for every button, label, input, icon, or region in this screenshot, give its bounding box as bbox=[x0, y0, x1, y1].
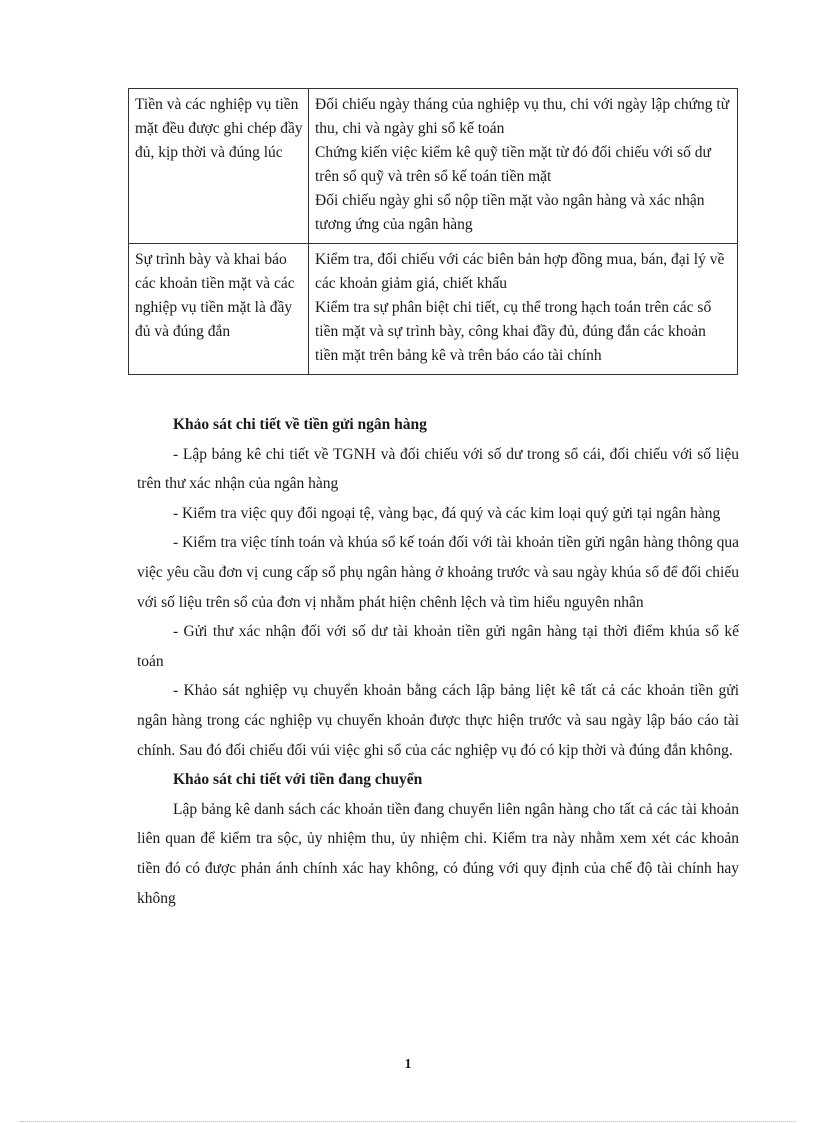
section-heading-bank-deposits: Khảo sát chi tiết về tiền gửi ngân hàng bbox=[173, 416, 427, 433]
audit-procedure-text: Đối chiếu ngày tháng của nghiệp vụ thu, chi với ngày lập chứng từ thu, chi và ngày ghi sổ kế toán bbox=[315, 96, 730, 137]
footer-divider bbox=[20, 1121, 796, 1122]
audit-procedure-cell bbox=[309, 244, 738, 375]
audit-procedure-text: Kiểm tra sự phân biệt chi tiết, cụ thể trong hạch toán trên các sổ tiền mặt và sự trình bày, công khai đầy đủ, đúng đắn các khoản tiền mặt trên bảng kê và trên báo cáo tài chính bbox=[315, 299, 712, 364]
audit-procedure-text: Chứng kiến việc kiểm kê quỹ tiền mặt từ đó đối chiếu với số dư trên sổ quỹ và trên sổ kế toán tiền mặt bbox=[315, 144, 711, 185]
audit-procedure-text: Kiểm tra, đối chiếu với các biên bản hợp đồng mua, bán, đại lý về các khoản giảm giá, chiết khấu bbox=[315, 251, 725, 292]
page-number: 1 bbox=[404, 1057, 412, 1072]
list-item: - Kiểm tra việc tính toán và khúa sổ kế toán đối với tài khoản tiền gửi ngân hàng thông qua việc yêu cầu đơn vị cung cấp sổ phụ ngân hàng ở khoảng trước và sau ngày khúa sổ để đối chiếu với số liệu trên sổ của đơn vị nhằm phát hiện chênh lệch và tìm hiểu nguyên nhân bbox=[137, 534, 739, 611]
audit-objective-cell bbox=[129, 244, 309, 375]
section-heading-cash-in-transit: Khảo sát chi tiết với tiền đang chuyển bbox=[173, 771, 423, 789]
audit-objective-text: Sự trình bày và khai báo các khoản tiền mặt và các nghiệp vụ tiền mặt là đầy đủ và đúng đắn bbox=[135, 251, 295, 340]
paragraph: Lập bảng kê danh sách các khoản tiền đang chuyển liên ngân hàng cho tất cả các tài khoản liên quan để kiểm tra sộc, ủy nhiệm thu, ủy nhiệm chi. Kiểm tra này nhằm xem xét các khoản tiền đó có được phản ánh chính xác hay không, có đúng với quy định của chế độ tài chính hay không bbox=[137, 800, 739, 907]
table-row bbox=[129, 89, 738, 244]
list-item: - Khảo sát nghiệp vụ chuyển khoản bằng cách lập bảng liệt kê tất cả các khoản tiền gửi ngân hàng trong các nghiệp vụ chuyển khoản được thực hiện trước và sau ngày lập báo cáo tài chính. Sau đó đối chiếu đối vúi việc ghi sổ của các nghiệp vụ đó có kịp thời và đúng đắn không. bbox=[137, 682, 739, 759]
body-text bbox=[137, 410, 739, 913]
list-item: - Gửi thư xác nhận đối với số dư tài khoản tiền gửi ngân hàng tại thời điểm khúa sổ kế toán bbox=[137, 623, 739, 670]
audit-procedure-cell bbox=[309, 89, 738, 244]
table-row bbox=[129, 244, 738, 375]
list-item: - Lập bảng kê chi tiết về TGNH và đối chiếu với số dư trong sổ cái, đối chiếu với số liệu trên thư xác nhận của ngân hàng bbox=[137, 445, 739, 493]
audit-objective-text: Tiền và các nghiệp vụ tiền mặt đều được ghi chép đầy đủ, kịp thời và đúng lúc bbox=[135, 96, 303, 161]
list-item: - Kiểm tra việc quy đổi ngoại tệ, vàng bạc, đá quý và các kim loại quý gửi tại ngân hàng bbox=[173, 504, 721, 522]
audit-procedures-table bbox=[128, 88, 738, 375]
audit-objective-cell bbox=[129, 89, 309, 244]
audit-procedure-text: Đối chiếu ngày ghi sổ nộp tiền mặt vào ngân hàng và xác nhận tương ứng của ngân hàng bbox=[315, 192, 705, 233]
